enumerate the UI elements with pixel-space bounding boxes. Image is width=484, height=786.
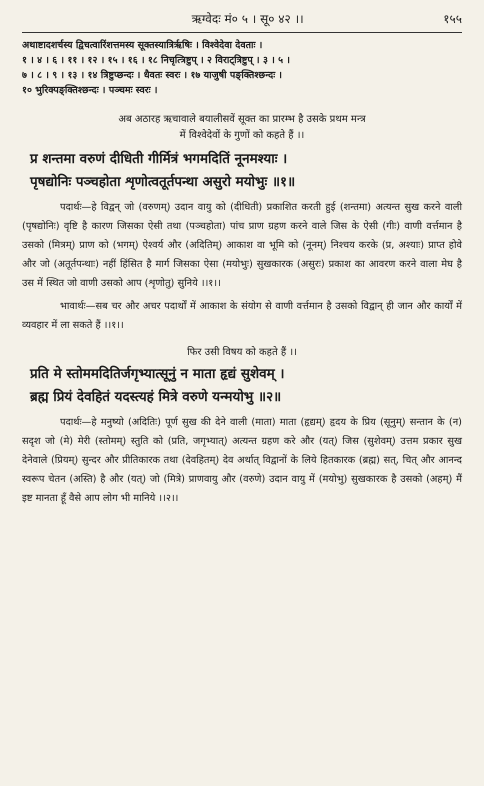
meta-line: ७ । ८ । ९ । १३ । १४ त्रिष्टुप्छन्दः । धैवतः स्वरः । १७ याजुषी पङ्क्तिश्छन्दः । xyxy=(22,70,283,81)
meta-line: अथाष्टादशर्चस्य द्विचत्वारिंशत्तमस्य सूक्तस्यात्रिर्ऋषिः । विश्वेदेवा देवताः । xyxy=(22,40,263,51)
meta-line: १ । ४ । ६ । ११ । १२ । १५ । १६ । १८ निचृत्त्रिष्टुप् । २ विराट्त्रिष्टुप् । ३ । ५ । xyxy=(22,55,290,66)
subheading: फिर उसी विषय को कहते हैं ।। xyxy=(187,347,297,358)
mantra-line: पृषद्योनिः पञ्चहोता शृणोत्वतूर्तपन्था असुरो मयोभुः ॥१॥ xyxy=(30,174,296,190)
page-number: १५५ xyxy=(443,12,462,26)
page-header xyxy=(22,10,462,30)
mantra-line: प्र शन्तमा वरुणं दीधिती गीर्मित्रं भगमदितिं नूनमश्याः । xyxy=(30,151,288,167)
padartha-2: पदार्थः—हे मनुष्यो (अदितिः) पूर्ण सुख की देने वाली (माता) माता (हृद्यम्) हृदय के प्रिय (सूनुम्) सन्तान के (न) सदृश जो (मे) मेरी (स्तोमम्) स्तुति को (प्रति, जगृभ्यात्) अत्यन्त ग्रहण करे और (यत्) जिस (सुशेवम्) उत्तम प्रकार सुख देनेवाले (प्रियम्) सुन्दर और प्रीतिकारक तथा (देवहितम्) देव अर्थात् विद्वानों के लिये हितकारक (ब्रह्म) सत्, चित् और आनन्द स्वरूप चेतन (अस्ति) है और (यत्) जो (मित्रे) प्राणवायु और (वरुणे) उदान वायु में (मयोभु) सुखकारक है उसको (अहम्) मैं इष्ट मानता हूँ वैसे आप लोग भी मानिये ।।२।। xyxy=(22,417,462,504)
padartha-1: पदार्थः—हे विद्वन् जो (वरुणम्) उदान वायु को (दीधिती) प्रकाशित करती हुई (शन्तमा) अत्यन्त सुख करने वाली (पृषद्योनिः) वृष्टि है कारण जिसका ऐसी तथा (पञ्चहोता) पांच प्राण ग्रहण करने वाले जिस के ऐसी (गीः) वाणी वर्त्तमान है उसको (मित्रम्) प्राण को (भगम्) ऐश्वर्य और (अदितिम्) आकाश वा भूमि को (नूनम्) निश्चय करके (प्र, अश्याः) प्राप्त होवे और जो (अतूर्तपन्थाः) नहीं हिंसित है मार्ग जिसका ऐसा (मयोभुः) सुखकारक (असुरः) प्रकाश का आवरण करने वाला मेघ है उस में स्थित जो वाणी उसको आप (शृणोतु) सुनिये ।।१।। xyxy=(22,202,462,289)
meta-line: १० भुरिक्पङ्क्तिश्छन्दः । पञ्चमः स्वरः । xyxy=(22,85,158,96)
mantra-line: प्रति मे स्तोममदितिर्जगृभ्यात्सूनुं न माता हृद्यं सुशेवम् । xyxy=(30,366,285,382)
header-rule xyxy=(22,32,462,33)
sukta-meta xyxy=(22,38,462,98)
intro xyxy=(22,112,462,144)
bhavartha-1: भावार्थः—सब चर और अचर पदार्थों में आकाश के संयोग से वाणी वर्त्तमान है उसको विद्वान् ही जान और कार्यों में व्यवहार में ला सकते हैं ।।१।। xyxy=(22,301,462,331)
mantra-line: ब्रह्म प्रियं देवहितं यदस्त्यहं मित्रे वरुणे यन्मयोभु ॥२॥ xyxy=(30,389,282,405)
mantra-1 xyxy=(22,148,462,194)
intro-line: में विश्वेदेवों के गुणों को कहते हैं ।। xyxy=(179,130,305,141)
mantra-2 xyxy=(22,363,462,409)
intro-line: अब अठारह ऋचावाले बयालीसवें सूक्त का प्रारम्भ है उसके प्रथम मन्त्र xyxy=(118,114,366,125)
header-title: ऋग्वेदः मं० ५ । सू० ४२ ।। xyxy=(191,12,304,26)
